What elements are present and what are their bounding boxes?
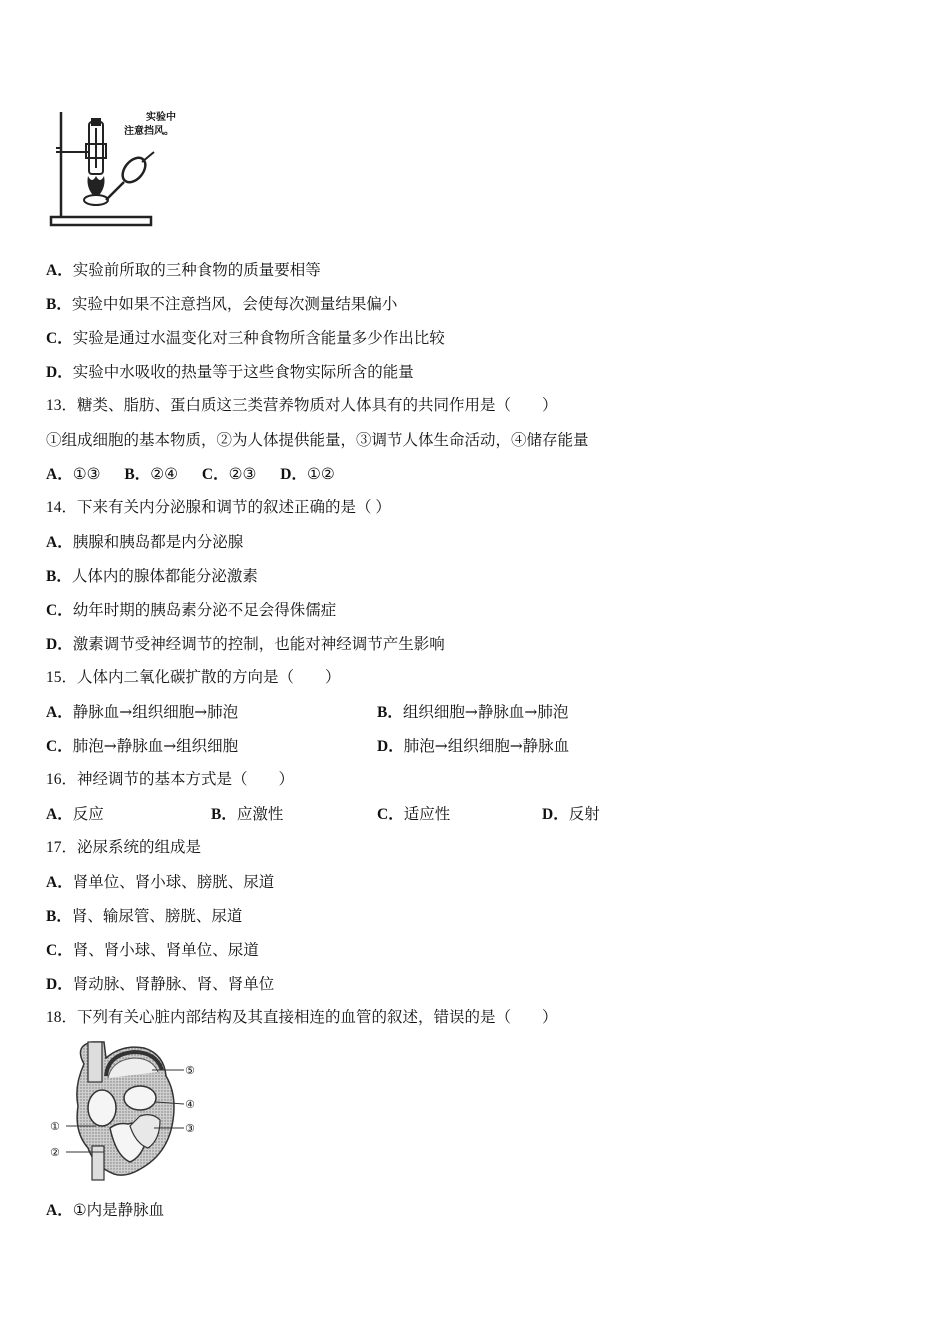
experiment-apparatus-drawing xyxy=(48,104,198,234)
q15-option-b-letter: B． xyxy=(377,704,403,721)
q16-option-b-letter: B． xyxy=(211,806,237,823)
q16-option-d-letter: D． xyxy=(542,806,569,823)
q17-option-b-letter: B． xyxy=(46,908,72,925)
q13-option-b-letter: B． xyxy=(124,466,151,483)
q17-stem: 17．泌尿系统的组成是 xyxy=(46,839,202,856)
q17-option-d-letter: D． xyxy=(46,976,73,993)
q12-option-d-text: 实验中水吸收的热量等于这些食物实际所含的能量 xyxy=(72,363,414,381)
experiment-label-line2: 注意挡风。 xyxy=(124,126,174,137)
q16-option-d xyxy=(542,804,600,825)
q17-option-a-letter: A． xyxy=(46,874,73,891)
q18-option-a xyxy=(46,1200,164,1221)
heart-label-4: ④ xyxy=(185,1098,195,1111)
q15-option-c xyxy=(46,736,238,757)
q14-option-d xyxy=(46,634,445,655)
experiment-apparatus-figure xyxy=(48,104,198,234)
q14-option-b-text: 人体内的腺体都能分泌激素 xyxy=(71,567,258,585)
heart-label-3: ③ xyxy=(185,1122,195,1135)
q14-option-a-text: 胰腺和胰岛都是内分泌腺 xyxy=(72,533,244,551)
experiment-label-line1: 实验中 xyxy=(146,112,176,123)
q14-option-c-text: 幼年时期的胰岛素分泌不足会得侏儒症 xyxy=(72,601,337,619)
q12-option-b xyxy=(46,294,397,315)
q15-option-d-letter: D． xyxy=(377,738,404,755)
q13-option-a-letter: A． xyxy=(46,466,73,483)
heart-label-5: ⑤ xyxy=(185,1064,195,1077)
q12-option-b-letter: B． xyxy=(46,296,72,313)
q12-option-c-letter: C． xyxy=(46,330,73,347)
q13-options xyxy=(46,464,335,485)
q15-option-a-text: 静脉血→组织细胞→肺泡 xyxy=(72,703,239,721)
q13-option-c-letter: C． xyxy=(201,466,229,483)
q16-option-a xyxy=(46,804,104,825)
q16-option-c xyxy=(377,804,450,825)
q12-option-a xyxy=(46,260,321,281)
q14-option-a xyxy=(46,532,243,553)
q14-option-b xyxy=(46,566,258,587)
q12-option-a-text: 实验前所取的三种食物的质量要相等 xyxy=(72,261,321,279)
q16-option-c-text: 适应性 xyxy=(403,805,451,823)
q13-option-b-text: ②④ xyxy=(150,465,179,483)
q13-option-c-text: ②③ xyxy=(228,465,257,483)
q16-option-b xyxy=(211,804,283,825)
q17-option-c xyxy=(46,940,259,961)
q13-option-a-text: ①③ xyxy=(72,465,101,483)
q18-option-a-letter: A． xyxy=(46,1202,73,1219)
q12-option-d-letter: D． xyxy=(46,364,73,381)
q16-option-b-text: 应激性 xyxy=(236,805,284,823)
q18-stem: 18．下列有关心脏内部结构及其直接相连的血管的叙述，错误的是（ ） xyxy=(46,1009,558,1026)
heart-label-2: ② xyxy=(50,1146,60,1159)
q16-option-a-letter: A． xyxy=(46,806,73,823)
q15-option-d xyxy=(377,736,569,757)
q13-option-d-text: ①② xyxy=(306,465,335,483)
q15-stem: 15．人体内二氧化碳扩散的方向是（ ） xyxy=(46,669,341,686)
q14-stem: 14．下来有关内分泌腺和调节的叙述正确的是（ ） xyxy=(46,499,391,516)
q17-option-d-text: 肾动脉、肾静脉、肾、肾单位 xyxy=(72,975,275,993)
q15-option-d-text: 肺泡→组织细胞→静脉血 xyxy=(403,737,570,755)
q12-option-b-text: 实验中如果不注意挡风，会使每次测量结果偏小 xyxy=(71,295,398,313)
q15-option-a xyxy=(46,702,238,723)
q17-option-a xyxy=(46,872,274,893)
q14-option-a-letter: A． xyxy=(46,534,73,551)
q17-option-b xyxy=(46,906,242,927)
q12-option-c-text: 实验是通过水温变化对三种食物所含能量多少作出比较 xyxy=(72,329,445,347)
heart-diagram-figure xyxy=(44,1036,204,1186)
q17-option-c-letter: C． xyxy=(46,942,73,959)
q13-items: ①组成细胞的基本物质，②为人体提供能量，③调节人体生命活动，④储存能量 xyxy=(46,431,589,449)
q18-option-a-text: ①内是静脉血 xyxy=(72,1201,165,1219)
q17-option-d xyxy=(46,974,274,995)
q16-option-d-text: 反射 xyxy=(568,805,600,823)
q14-option-d-text: 激素调节受神经调节的控制，也能对神经调节产生影响 xyxy=(72,635,445,653)
q16-stem: 16．神经调节的基本方式是（ ） xyxy=(46,771,295,788)
q15-option-b xyxy=(377,702,568,723)
q13-stem: 13．糖类、脂肪、蛋白质这三类营养物质对人体具有的共同作用是（ ） xyxy=(46,397,558,414)
q15-option-c-text: 肺泡→静脉血→组织细胞 xyxy=(72,737,239,755)
q14-option-d-letter: D． xyxy=(46,636,73,653)
q13-option-d-letter: D． xyxy=(280,466,307,483)
heart-diagram xyxy=(44,1036,204,1186)
q14-option-c-letter: C． xyxy=(46,602,73,619)
q14-option-c xyxy=(46,600,336,621)
q16-option-a-text: 反应 xyxy=(72,805,104,823)
q14-option-b-letter: B． xyxy=(46,568,72,585)
q15-option-c-letter: C． xyxy=(46,738,73,755)
q12-option-c xyxy=(46,328,445,349)
q12-option-a-letter: A． xyxy=(46,262,73,279)
q15-option-b-text: 组织细胞→静脉血→肺泡 xyxy=(402,703,569,721)
q16-option-c-letter: C． xyxy=(377,806,404,823)
q17-option-b-text: 肾、输尿管、膀胱、尿道 xyxy=(71,907,243,925)
heart-label-1: ① xyxy=(50,1120,60,1133)
q17-option-c-text: 肾、肾小球、肾单位、尿道 xyxy=(72,941,259,959)
q12-option-d xyxy=(46,362,414,383)
q17-option-a-text: 肾单位、肾小球、膀胱、尿道 xyxy=(72,873,275,891)
q15-option-a-letter: A． xyxy=(46,704,73,721)
